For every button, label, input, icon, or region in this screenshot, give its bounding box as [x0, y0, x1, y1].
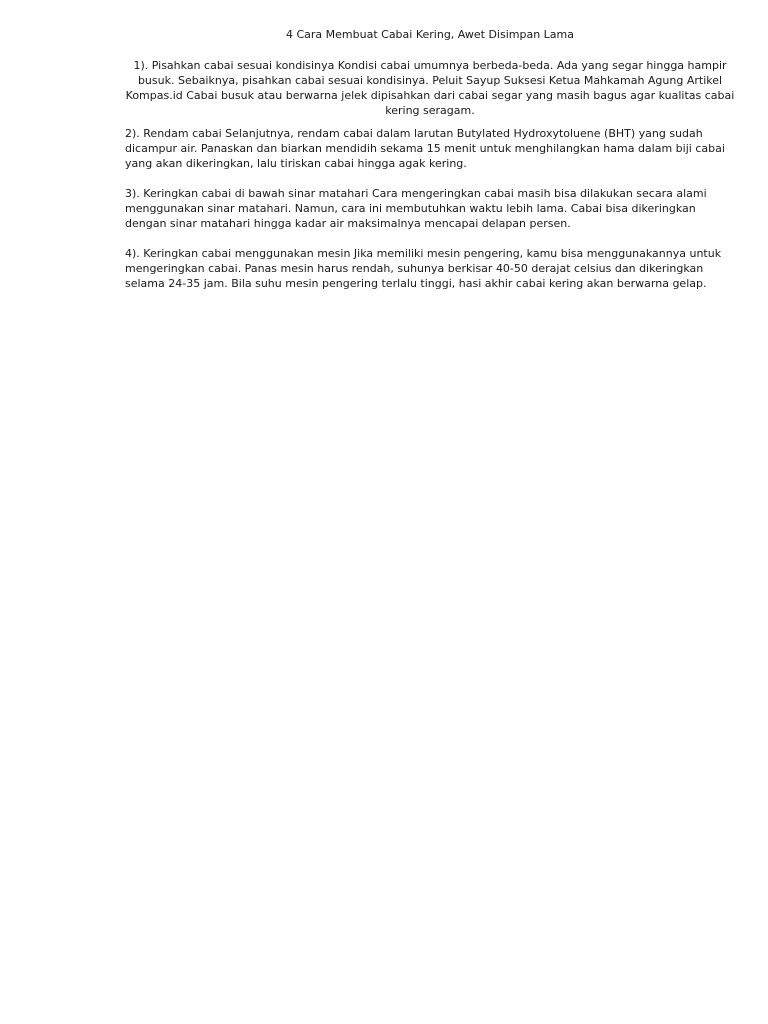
paragraph-step-1: 1). Pisahkan cabai sesuai kondisinya Kondisi cabai umumnya berbeda-beda. Ada yang segar hingga hampir busuk. Sebaiknya, pisahkan cabai sesuai kondisinya. Peluit Sayup Suksesi Ketua Mahkamah Agung Artikel Kompas.id Cabai busuk atau berwarna jelek dipisahkan dari cabai segar yang masih bagus agar kualitas cabai kering seragam.	[125, 59, 735, 117]
document-title: 4 Cara Membuat Cabai Kering, Awet Disimpan Lama	[285, 28, 574, 41]
document-page	[125, 28, 735, 306]
paragraph-step-2: 2). Rendam cabai Selanjutnya, rendam cabai dalam larutan Butylated Hydroxytoluene (BHT) yang sudah dicampur air. Panaskan dan biarkan mendidih sekama 15 menit untuk menghilangkan hama dalam biji cabai yang akan dikeringkan, lalu tiriskan cabai hingga agak kering.	[125, 127, 725, 170]
paragraph-step-3: 3). Keringkan cabai di bawah sinar matahari Cara mengeringkan cabai masih bisa dilakukan secara alami menggunakan sinar matahari. Namun, cara ini membutuhkan waktu lebih lama. Cabai bisa dikeringkan dengan sinar matahari hingga kadar air maksimalnya mencapai delapan persen.	[125, 187, 707, 230]
paragraph-step-4: 4). Keringkan cabai menggunakan mesin Jika memiliki mesin pengering, kamu bisa menggunakannya untuk mengeringkan cabai. Panas mesin harus rendah, suhunya berkisar 40-50 derajat celsius dan dikeringkan selama 24-35 jam. Bila suhu mesin pengering terlalu tinggi, hasi akhir cabai kering akan berwarna gelap.	[125, 247, 722, 290]
